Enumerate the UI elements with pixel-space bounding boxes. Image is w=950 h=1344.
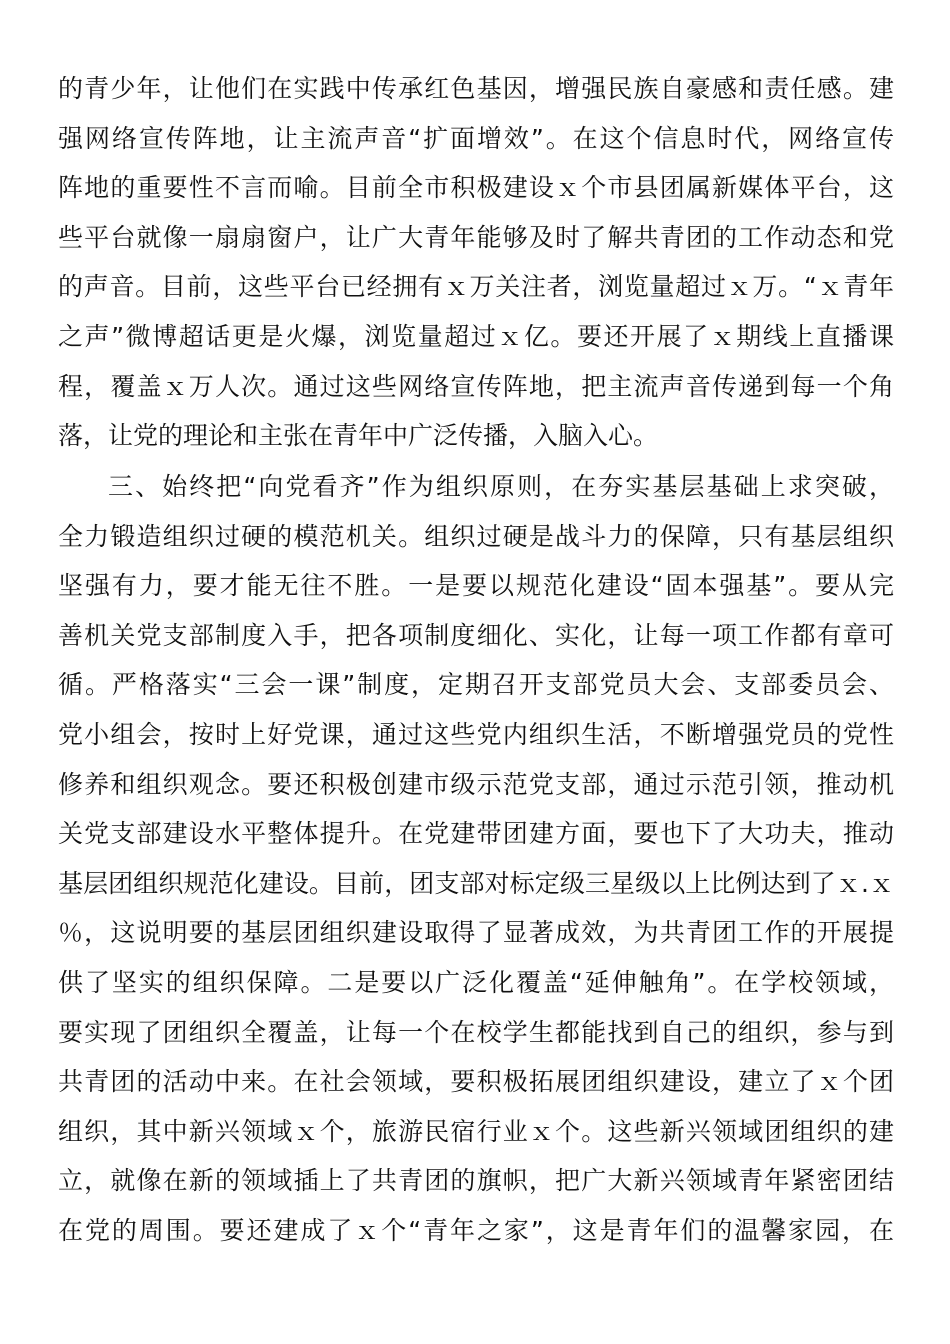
text-line: 之声”微博超话更是火爆，浏览量超过ｘ亿。要还开展了ｘ期线上直播课 bbox=[58, 321, 894, 351]
text-line: 善机关党支部制度入手，把各项制度细化、实化，让每一项工作都有章可 bbox=[58, 620, 894, 650]
text-line: 立，就像在新的领域插上了共青团的旗帜，把广大新兴领域青年紧密团结 bbox=[58, 1166, 894, 1196]
text-line: 循。严格落实“三会一课”制度，定期召开支部党员大会、支部委员会、 bbox=[58, 670, 894, 700]
text-line: 供了坚实的组织保障。二是要以广泛化覆盖“延伸触角”。在学校领域， bbox=[58, 967, 894, 997]
text-line: 关党支部建设水平整体提升。在党建带团建方面，要也下了大功夫，推动 bbox=[58, 819, 894, 849]
text-line: ％，这说明要的基层团组织建设取得了显著成效，为共青团工作的开展提 bbox=[58, 918, 894, 948]
text-line: 的青少年，让他们在实践中传承红色基因，增强民族自豪感和责任感。建 bbox=[58, 74, 894, 103]
text-line: 组织，其中新兴领域ｘ个，旅游民宿行业ｘ个。这些新兴领域团组织的建 bbox=[58, 1116, 894, 1146]
paragraph-continuation bbox=[58, 64, 894, 461]
text-line: 的声音。目前，这些平台已经拥有ｘ万关注者，浏览量超过ｘ万。“ｘ青年 bbox=[58, 272, 894, 302]
text-line: 全力锻造组织过硬的模范机关。组织过硬是战斗力的保障，只有基层组织 bbox=[58, 521, 894, 551]
text-line: 强网络宣传阵地，让主流声音“扩面增效”。在这个信息时代，网络宣传 bbox=[58, 123, 894, 153]
text-line: 阵地的重要性不言而喻。目前全市积极建设ｘ个市县团属新媒体平台，这 bbox=[58, 173, 894, 203]
text-line: 要实现了团组织全覆盖，让每一个在校学生都能找到自己的组织，参与到 bbox=[58, 1017, 894, 1047]
text-line: 坚强有力，要才能无往不胜。一是要以规范化建设“固本强基”。要从完 bbox=[58, 571, 894, 601]
text-line: 共青团的活动中来。在社会领域，要积极拓展团组织建设，建立了ｘ个团 bbox=[58, 1067, 894, 1097]
text-line: 在党的周围。要还建成了ｘ个“青年之家”，这是青年们的温馨家园，在 bbox=[58, 1215, 894, 1245]
text-line: 党小组会，按时上好党课，通过这些党内组织生活，不断增强党员的党性 bbox=[58, 719, 894, 749]
text-line: 些平台就像一扇扇窗户，让广大青年能够及时了解共青团的工作动态和党 bbox=[58, 222, 894, 252]
section-three-paragraph bbox=[58, 462, 894, 1256]
text-line: 基层团组织规范化建设。目前，团支部对标定级三星级以上比例达到了ｘ.ｘ bbox=[58, 868, 894, 898]
text-line: 程，覆盖ｘ万人次。通过这些网络宣传阵地，把主流声音传递到每一个角 bbox=[58, 371, 894, 401]
text-line-heading: 三、始终把“向党看齐”作为组织原则，在夯实基层基础上求突破， bbox=[108, 472, 894, 501]
text-line: 修养和组织观念。要还积极创建市级示范党支部，通过示范引领，推动机 bbox=[58, 769, 894, 799]
text-line: 落，让党的理论和主张在青年中广泛传播，入脑入心。 bbox=[58, 421, 659, 451]
